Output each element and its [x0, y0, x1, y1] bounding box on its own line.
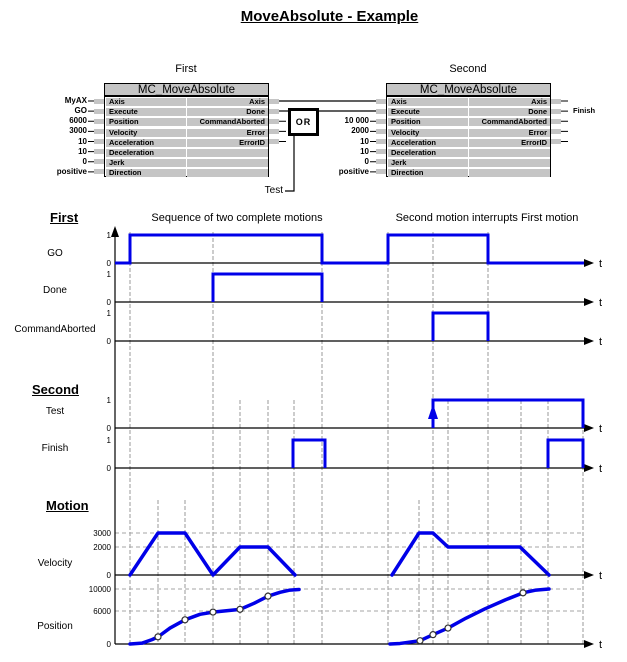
t-axis-label: t — [599, 258, 603, 270]
position-marker — [265, 593, 271, 599]
input-value-velocity: 2000 — [351, 126, 369, 136]
tick-high: 1 — [106, 231, 111, 240]
input-pin-stub — [376, 109, 386, 114]
output-pin-stub — [269, 139, 279, 144]
row-label-test: Test — [45, 406, 65, 417]
fb-first-body — [104, 96, 269, 177]
fb-output-empty — [469, 149, 550, 157]
t-axis-arrow — [584, 640, 594, 648]
input-value-acceleration: 10 — [78, 136, 87, 146]
fb-input-velocity: Velocity — [388, 129, 468, 137]
fb-first-instance-label: First — [175, 63, 197, 75]
input-value-position: 6000 — [69, 116, 87, 126]
t-axis-arrow — [584, 259, 594, 267]
signal-done — [213, 274, 322, 302]
tick-high: 1 — [106, 270, 111, 279]
fb-input-position: Position — [106, 118, 186, 126]
section-label-motion: Motion — [46, 498, 89, 513]
input-value-velocity: 3000 — [69, 126, 87, 136]
curve-velocity — [392, 533, 549, 575]
tick-low: 0 — [106, 464, 111, 473]
fb-second-body — [386, 96, 551, 177]
t-axis-arrow — [584, 464, 594, 472]
position-marker — [520, 590, 526, 596]
input-value-position: 10 000 — [344, 116, 369, 126]
test-trigger-arrow-icon — [428, 404, 438, 419]
t-axis-arrow — [584, 424, 594, 432]
input-value-execute: GO — [74, 106, 87, 116]
input-pin-stub — [376, 159, 386, 164]
input-pin-stub — [94, 99, 104, 104]
row-label-finish: Finish — [41, 443, 69, 454]
position-marker — [445, 625, 451, 631]
tick-value: 10000 — [88, 585, 111, 594]
t-axis-arrow — [584, 298, 594, 306]
input-pin-stub — [94, 129, 104, 134]
t-axis-label: t — [599, 297, 603, 309]
fb-output-empty — [187, 159, 268, 167]
position-marker — [237, 606, 243, 612]
input-value-direction: positive — [56, 166, 87, 176]
test-wire-label: Test — [264, 185, 283, 196]
input-pin-stub — [94, 109, 104, 114]
row-label-velocity: Velocity — [37, 558, 73, 569]
fb-output-error: Error — [187, 129, 268, 137]
input-pin-stub — [376, 139, 386, 144]
fb-output-axis: Axis — [187, 98, 268, 106]
tick-value: 0 — [106, 571, 111, 580]
position-marker — [182, 617, 188, 623]
fb-input-position: Position — [388, 118, 468, 126]
tick-high: 1 — [106, 396, 111, 405]
tick-low: 0 — [106, 259, 111, 268]
fb-output-axis: Axis — [469, 98, 550, 106]
input-pin-stub — [376, 129, 386, 134]
fb-output-empty — [187, 149, 268, 157]
tick-value: 2000 — [93, 543, 111, 552]
output-pin-stub — [551, 139, 561, 144]
curve-position — [390, 589, 549, 644]
input-value-jerk: 0 — [82, 156, 87, 166]
section-label-second: Second — [32, 382, 79, 397]
tick-value: 0 — [106, 640, 111, 649]
input-value-axis: MyAX — [64, 96, 87, 105]
tick-low: 0 — [106, 424, 111, 433]
fb-output-commandaborted: CommandAborted — [469, 118, 550, 126]
fb-output-done: Done — [469, 108, 550, 116]
t-axis-label: t — [599, 336, 603, 348]
row-label-commandaborted: CommandAborted — [14, 324, 96, 335]
fb-output-error: Error — [469, 129, 550, 137]
section-label-first: First — [50, 210, 79, 225]
output-pin-stub — [269, 109, 279, 114]
fb-input-acceleration: Acceleration — [388, 139, 468, 147]
fb-output-commandaborted: CommandAborted — [187, 118, 268, 126]
fb-output-empty — [187, 169, 268, 177]
fb-input-axis: Axis — [106, 98, 186, 106]
signal-finish — [293, 440, 583, 468]
tick-high: 1 — [106, 309, 111, 318]
tick-value: 6000 — [93, 607, 111, 616]
fb-input-direction: Direction — [106, 169, 186, 177]
input-pin-stub — [94, 149, 104, 154]
output-pin-stub — [269, 119, 279, 124]
input-pin-stub — [94, 119, 104, 124]
t-axis-arrow — [584, 571, 594, 579]
fb-output-errorid: ErrorID — [469, 139, 550, 147]
fb-input-velocity: Velocity — [106, 129, 186, 137]
fb-input-direction: Direction — [388, 169, 468, 177]
row-label-go: GO — [47, 248, 63, 259]
finish-output-label: Finish — [573, 106, 596, 115]
row-label-done: Done — [43, 285, 67, 296]
input-value-acceleration: 10 — [360, 136, 369, 146]
position-marker — [417, 638, 423, 644]
output-pin-stub — [269, 99, 279, 104]
fb-output-empty — [469, 159, 550, 167]
tick-value: 3000 — [93, 529, 111, 538]
tick-high: 1 — [106, 436, 111, 445]
t-axis-label: t — [599, 639, 603, 651]
t-axis-label: t — [599, 463, 603, 475]
output-pin-stub — [551, 129, 561, 134]
output-pin-stub — [269, 129, 279, 134]
fb-first-type-header: MC_MoveAbsolute — [104, 83, 269, 96]
t-axis-label: t — [599, 570, 603, 582]
page-title: MoveAbsolute - Example — [240, 8, 419, 25]
position-marker — [210, 609, 216, 615]
input-value-direction: positive — [338, 166, 369, 176]
fb-second-type-header: MC_MoveAbsolute — [386, 83, 551, 96]
fb-input-jerk: Jerk — [388, 159, 468, 167]
panel-title-left: Sequence of two complete motions — [151, 212, 323, 224]
tick-low: 0 — [106, 337, 111, 346]
fb-input-axis: Axis — [388, 98, 468, 106]
input-pin-stub — [94, 139, 104, 144]
output-pin-stub — [551, 119, 561, 124]
fb-output-done: Done — [187, 108, 268, 116]
input-value-deceleration: 10 — [78, 146, 87, 156]
row-label-position: Position — [37, 621, 73, 632]
input-pin-stub — [94, 159, 104, 164]
fb-input-execute: Execute — [388, 108, 468, 116]
fb-input-acceleration: Acceleration — [106, 139, 186, 147]
input-pin-stub — [376, 119, 386, 124]
fb-second-instance-label: Second — [449, 63, 487, 75]
fb-input-execute: Execute — [106, 108, 186, 116]
input-value-deceleration: 10 — [360, 146, 369, 156]
input-value-jerk: 0 — [364, 156, 369, 166]
y-axis-arrow — [111, 226, 119, 237]
signal-test — [433, 400, 583, 428]
signal-commandaborted — [433, 313, 488, 341]
signal-go — [115, 235, 584, 263]
output-pin-stub — [551, 109, 561, 114]
t-axis-arrow — [584, 337, 594, 345]
t-axis-label: t — [599, 423, 603, 435]
fb-output-errorid: ErrorID — [187, 139, 268, 147]
input-pin-stub — [376, 149, 386, 154]
fb-input-deceleration: Deceleration — [106, 149, 186, 157]
output-pin-stub — [551, 99, 561, 104]
input-pin-stub — [376, 169, 386, 174]
input-pin-stub — [376, 99, 386, 104]
or-gate: OR — [288, 108, 319, 136]
fb-input-deceleration: Deceleration — [388, 149, 468, 157]
panel-title-right: Second motion interrupts First motion — [395, 212, 579, 224]
input-pin-stub — [94, 169, 104, 174]
fb-output-empty — [469, 169, 550, 177]
position-marker — [430, 632, 436, 638]
tick-low: 0 — [106, 298, 111, 307]
position-marker — [155, 634, 161, 640]
fb-input-jerk: Jerk — [106, 159, 186, 167]
